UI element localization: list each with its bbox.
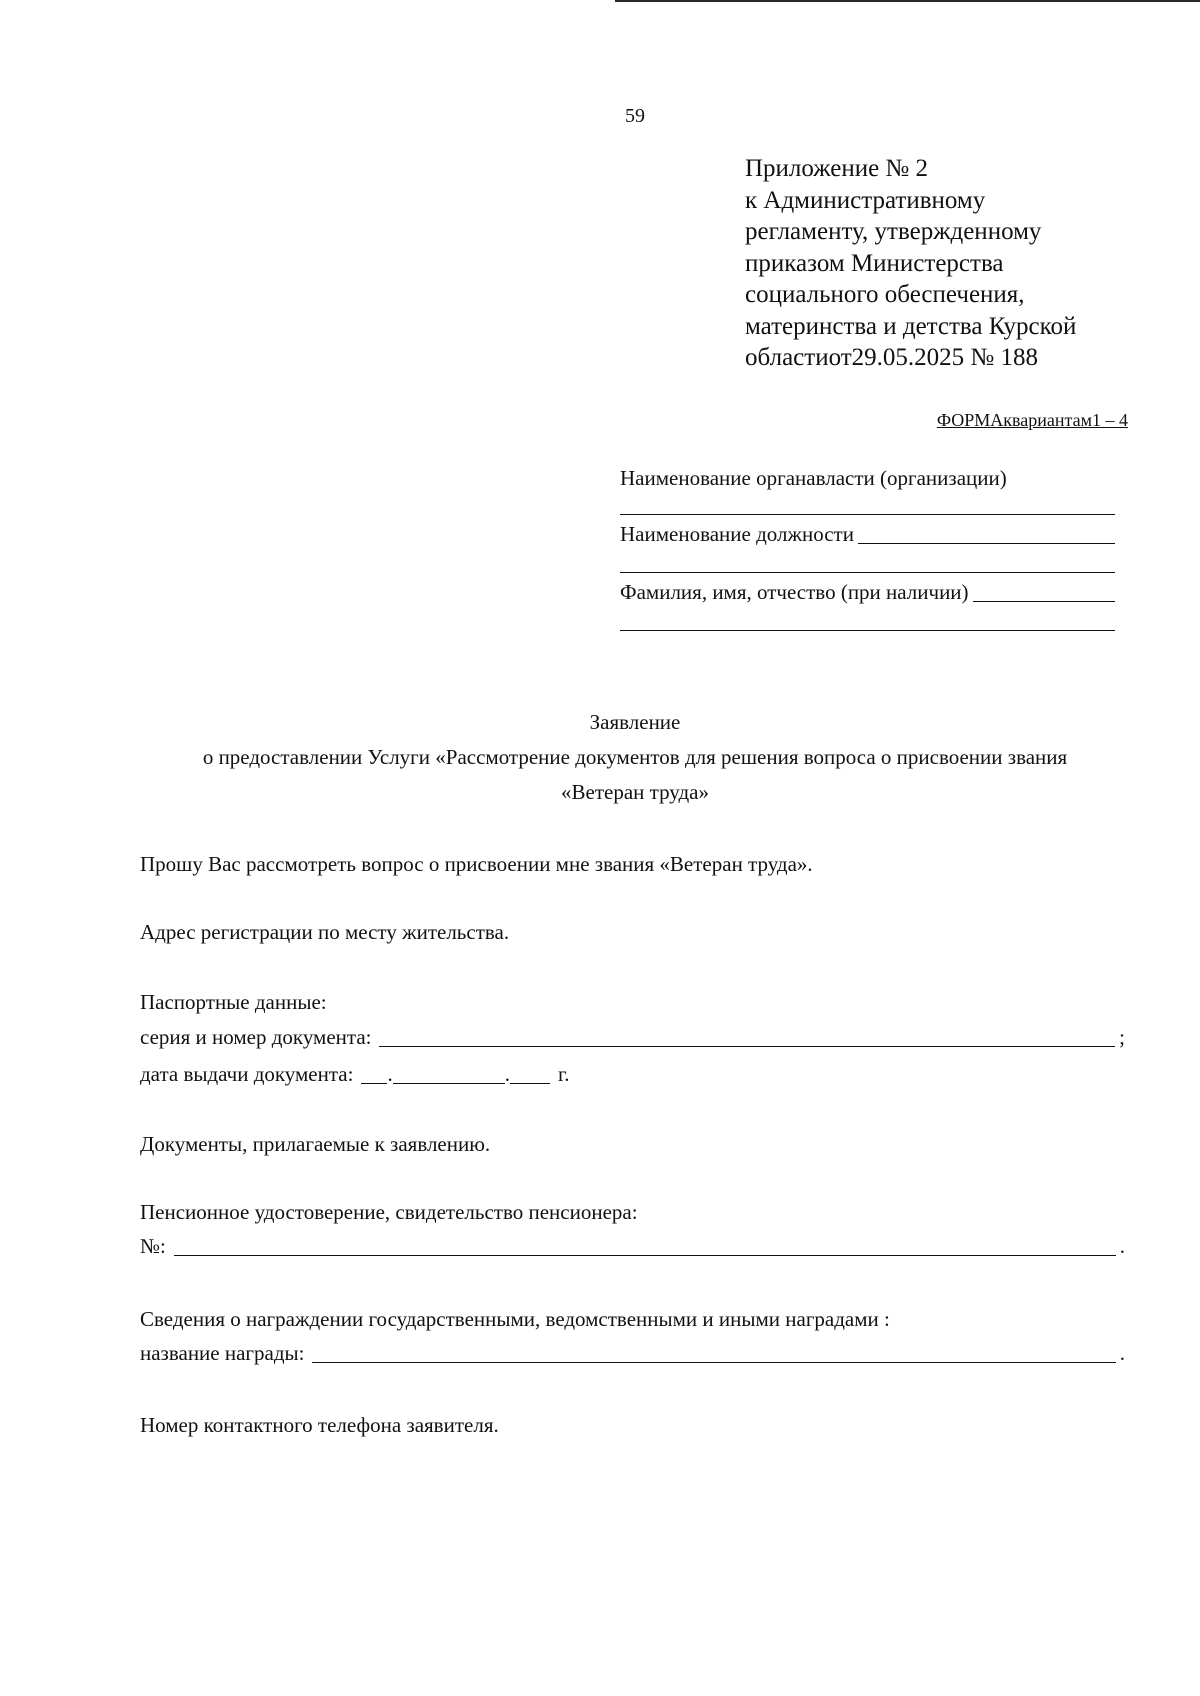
award-name-label: название награды: — [140, 1341, 305, 1365]
request-text: Прошу Вас рассмотреть вопрос о присвоении мне звания «Ветеран труда». — [140, 852, 813, 876]
fio-label: Фамилия, имя, отчество (при наличии) — [620, 580, 969, 604]
scan-edge-line — [615, 0, 1200, 2]
appendix-line: к Административному — [745, 186, 986, 214]
issue-date-row — [140, 1062, 569, 1087]
appendix-line: областиот29.05.2025 № 188 — [745, 344, 1039, 371]
appendix-line: социального обеспечения, — [745, 281, 1025, 308]
document-subtitle-cont: «Ветеран труда» — [561, 780, 709, 804]
issue-day-field[interactable] — [361, 1082, 387, 1084]
issue-date-label: дата выдачи документа: — [140, 1062, 354, 1086]
issue-month-field[interactable] — [393, 1082, 505, 1084]
pension-header: Пенсионное удостоверение, свидетельство пенсионера: — [140, 1200, 638, 1224]
page-number: 59 — [625, 105, 645, 127]
passport-header: Паспортные данные: — [140, 990, 327, 1014]
address-label: Адрес регистрации по месту жительства. — [140, 920, 510, 944]
position-field-line2[interactable] — [620, 572, 1115, 573]
issue-date-dot: . — [387, 1062, 393, 1086]
issue-date-suffix: г. — [557, 1062, 570, 1086]
position-label: Наименование должности — [620, 522, 854, 546]
organ-name-field[interactable] — [620, 514, 1115, 515]
position-field[interactable] — [858, 542, 1115, 544]
document-subtitle: о предоставлении Услуги «Рассмотрение документов для решения вопроса о присвоении звания — [202, 745, 1068, 769]
appendix-line: материнства и детства Курской — [745, 312, 1077, 340]
document-title: Заявление — [589, 710, 681, 734]
line-end-dot: . — [1119, 1341, 1125, 1365]
appendix-line: Приложение № 2 — [745, 155, 929, 182]
appendix-line: приказом Министерства — [745, 249, 1004, 277]
fio-field-line2[interactable] — [620, 630, 1115, 631]
organ-name-label: Наименование органавласти (организации) — [620, 466, 1007, 490]
position-row — [620, 522, 1115, 547]
passport-series-row — [140, 1025, 1125, 1050]
awards-header: Сведения о награждении государственными, ведомственными и иными наградами : — [140, 1307, 890, 1331]
fio-row — [620, 580, 1115, 605]
appendix-block — [745, 153, 1076, 374]
pension-number-row — [140, 1234, 1125, 1259]
line-end-dot: . — [1119, 1234, 1125, 1258]
fio-field[interactable] — [973, 600, 1115, 602]
issue-year-field[interactable] — [510, 1082, 550, 1084]
passport-series-end: ; — [1119, 1025, 1125, 1049]
phone-label: Номер контактного телефона заявителя. — [140, 1413, 499, 1437]
pension-number-label: №: — [140, 1234, 166, 1258]
award-name-row — [140, 1341, 1125, 1366]
issue-date-dot: . — [504, 1062, 510, 1086]
documents-attached-label: Документы, прилагаемые к заявлению. — [140, 1132, 491, 1156]
passport-series-field[interactable] — [379, 1045, 1115, 1047]
award-name-field[interactable] — [312, 1361, 1115, 1363]
appendix-line: регламенту, утвержденному — [745, 218, 1042, 245]
pension-number-field[interactable] — [174, 1254, 1116, 1256]
passport-series-label: серия и номер документа: — [140, 1025, 372, 1049]
form-variant-label: ФОРМАквариантам1 – 4 — [936, 410, 1128, 430]
